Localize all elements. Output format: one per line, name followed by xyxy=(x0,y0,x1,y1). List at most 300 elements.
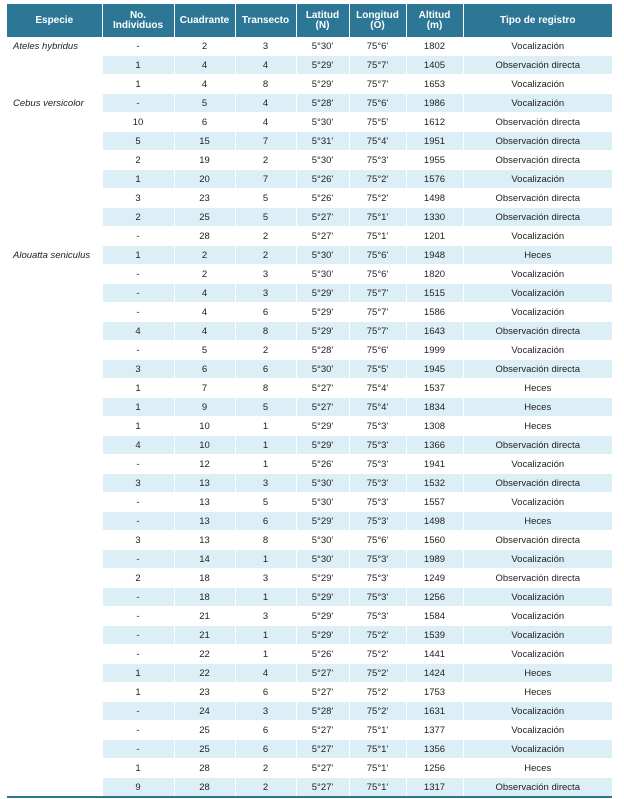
cell-longitud: 75°3' xyxy=(349,569,406,588)
cell-cuadrante: 4 xyxy=(174,75,235,94)
cell-especie xyxy=(7,303,102,322)
cell-transecto: 5 xyxy=(235,189,296,208)
cell-latitud: 5°28' xyxy=(296,94,349,113)
table-row xyxy=(7,113,612,132)
cell-cuadrante: 22 xyxy=(174,645,235,664)
cell-altitud: 1441 xyxy=(406,645,463,664)
header-longitud: Longitud (O) xyxy=(349,4,406,37)
cell-transecto: 1 xyxy=(235,550,296,569)
cell-cuadrante: 10 xyxy=(174,417,235,436)
cell-altitud: 1356 xyxy=(406,740,463,759)
cell-longitud: 75°2' xyxy=(349,702,406,721)
cell-especie xyxy=(7,607,102,626)
cell-latitud: 5°29' xyxy=(296,56,349,75)
cell-especie xyxy=(7,721,102,740)
cell-especie xyxy=(7,360,102,379)
cell-individuos: - xyxy=(102,607,174,626)
cell-cuadrante: 9 xyxy=(174,398,235,417)
cell-altitud: 1941 xyxy=(406,455,463,474)
cell-individuos: 9 xyxy=(102,778,174,798)
cell-latitud: 5°30' xyxy=(296,265,349,284)
cell-tipo-registro: Observación directa xyxy=(463,132,612,151)
cell-especie xyxy=(7,417,102,436)
cell-especie xyxy=(7,56,102,75)
cell-transecto: 2 xyxy=(235,341,296,360)
cell-especie xyxy=(7,151,102,170)
primate-records-table xyxy=(7,4,612,798)
cell-longitud: 75°6' xyxy=(349,265,406,284)
cell-individuos: 10 xyxy=(102,113,174,132)
table-row xyxy=(7,607,612,626)
cell-individuos: - xyxy=(102,265,174,284)
cell-especie xyxy=(7,284,102,303)
table-row xyxy=(7,189,612,208)
cell-transecto: 7 xyxy=(235,170,296,189)
cell-altitud: 1753 xyxy=(406,683,463,702)
cell-cuadrante: 4 xyxy=(174,56,235,75)
cell-longitud: 75°2' xyxy=(349,645,406,664)
cell-altitud: 1377 xyxy=(406,721,463,740)
cell-altitud: 1820 xyxy=(406,265,463,284)
cell-individuos: 4 xyxy=(102,322,174,341)
table-row xyxy=(7,664,612,683)
cell-cuadrante: 5 xyxy=(174,341,235,360)
cell-transecto: 5 xyxy=(235,493,296,512)
cell-individuos: - xyxy=(102,455,174,474)
cell-especie xyxy=(7,626,102,645)
cell-longitud: 75°5' xyxy=(349,113,406,132)
cell-individuos: - xyxy=(102,341,174,360)
cell-longitud: 75°6' xyxy=(349,531,406,550)
cell-longitud: 75°6' xyxy=(349,37,406,56)
header-especie: Especie xyxy=(7,4,102,37)
cell-latitud: 5°29' xyxy=(296,512,349,531)
cell-cuadrante: 5 xyxy=(174,94,235,113)
cell-latitud: 5°29' xyxy=(296,569,349,588)
cell-transecto: 3 xyxy=(235,284,296,303)
cell-individuos: 1 xyxy=(102,246,174,265)
cell-transecto: 3 xyxy=(235,607,296,626)
table-row xyxy=(7,759,612,778)
cell-individuos: 3 xyxy=(102,474,174,493)
cell-cuadrante: 4 xyxy=(174,284,235,303)
cell-longitud: 75°7' xyxy=(349,75,406,94)
table-row xyxy=(7,645,612,664)
cell-transecto: 4 xyxy=(235,94,296,113)
table-row xyxy=(7,132,612,151)
cell-latitud: 5°29' xyxy=(296,303,349,322)
cell-altitud: 1256 xyxy=(406,588,463,607)
cell-especie xyxy=(7,778,102,798)
cell-cuadrante: 15 xyxy=(174,132,235,151)
cell-tipo-registro: Observación directa xyxy=(463,189,612,208)
cell-especie xyxy=(7,588,102,607)
table-body xyxy=(7,37,612,797)
table-row xyxy=(7,170,612,189)
cell-cuadrante: 20 xyxy=(174,170,235,189)
cell-especie: Cebus versicolor xyxy=(7,94,102,113)
table-row xyxy=(7,303,612,322)
cell-longitud: 75°4' xyxy=(349,398,406,417)
cell-especie xyxy=(7,569,102,588)
cell-longitud: 75°7' xyxy=(349,322,406,341)
cell-tipo-registro: Vocalización xyxy=(463,550,612,569)
cell-longitud: 75°4' xyxy=(349,132,406,151)
cell-tipo-registro: Heces xyxy=(463,246,612,265)
cell-cuadrante: 14 xyxy=(174,550,235,569)
cell-tipo-registro: Heces xyxy=(463,379,612,398)
cell-individuos: 1 xyxy=(102,170,174,189)
cell-longitud: 75°1' xyxy=(349,227,406,246)
cell-transecto: 6 xyxy=(235,721,296,740)
cell-cuadrante: 28 xyxy=(174,759,235,778)
cell-altitud: 1256 xyxy=(406,759,463,778)
cell-longitud: 75°3' xyxy=(349,588,406,607)
cell-tipo-registro: Vocalización xyxy=(463,455,612,474)
cell-individuos: - xyxy=(102,493,174,512)
cell-latitud: 5°27' xyxy=(296,778,349,798)
cell-longitud: 75°3' xyxy=(349,493,406,512)
cell-especie xyxy=(7,208,102,227)
cell-individuos: - xyxy=(102,550,174,569)
cell-longitud: 75°7' xyxy=(349,303,406,322)
cell-tipo-registro: Observación directa xyxy=(463,151,612,170)
cell-transecto: 3 xyxy=(235,37,296,56)
table-row xyxy=(7,531,612,550)
table-row xyxy=(7,436,612,455)
cell-tipo-registro: Vocalización xyxy=(463,702,612,721)
cell-latitud: 5°27' xyxy=(296,759,349,778)
cell-altitud: 1802 xyxy=(406,37,463,56)
cell-tipo-registro: Observación directa xyxy=(463,56,612,75)
cell-transecto: 5 xyxy=(235,208,296,227)
cell-latitud: 5°26' xyxy=(296,189,349,208)
table-row xyxy=(7,474,612,493)
cell-cuadrante: 13 xyxy=(174,474,235,493)
table-row xyxy=(7,721,612,740)
cell-especie xyxy=(7,645,102,664)
cell-individuos: - xyxy=(102,227,174,246)
header-cuadrante: Cuadrante xyxy=(174,4,235,37)
cell-cuadrante: 18 xyxy=(174,588,235,607)
table-row xyxy=(7,246,612,265)
cell-tipo-registro: Heces xyxy=(463,759,612,778)
cell-altitud: 1586 xyxy=(406,303,463,322)
cell-tipo-registro: Observación directa xyxy=(463,569,612,588)
cell-individuos: 2 xyxy=(102,569,174,588)
cell-especie xyxy=(7,702,102,721)
cell-altitud: 1532 xyxy=(406,474,463,493)
cell-individuos: - xyxy=(102,721,174,740)
table-row xyxy=(7,398,612,417)
table-row xyxy=(7,75,612,94)
header-no-individuos: No. Individuos xyxy=(102,4,174,37)
cell-transecto: 2 xyxy=(235,227,296,246)
cell-transecto: 8 xyxy=(235,531,296,550)
cell-tipo-registro: Observación directa xyxy=(463,531,612,550)
cell-individuos: 3 xyxy=(102,189,174,208)
cell-especie xyxy=(7,170,102,189)
cell-especie xyxy=(7,550,102,569)
cell-cuadrante: 21 xyxy=(174,626,235,645)
table-row xyxy=(7,37,612,56)
cell-especie xyxy=(7,455,102,474)
cell-latitud: 5°29' xyxy=(296,75,349,94)
cell-latitud: 5°27' xyxy=(296,227,349,246)
cell-individuos: 3 xyxy=(102,360,174,379)
cell-cuadrante: 13 xyxy=(174,512,235,531)
cell-cuadrante: 28 xyxy=(174,778,235,798)
cell-altitud: 1576 xyxy=(406,170,463,189)
table-row xyxy=(7,265,612,284)
cell-transecto: 1 xyxy=(235,436,296,455)
table-row xyxy=(7,151,612,170)
cell-latitud: 5°30' xyxy=(296,246,349,265)
cell-altitud: 1945 xyxy=(406,360,463,379)
cell-especie xyxy=(7,759,102,778)
cell-tipo-registro: Vocalización xyxy=(463,94,612,113)
cell-tipo-registro: Vocalización xyxy=(463,626,612,645)
cell-longitud: 75°3' xyxy=(349,436,406,455)
cell-latitud: 5°30' xyxy=(296,113,349,132)
cell-transecto: 6 xyxy=(235,512,296,531)
cell-latitud: 5°29' xyxy=(296,284,349,303)
cell-altitud: 1539 xyxy=(406,626,463,645)
cell-tipo-registro: Observación directa xyxy=(463,322,612,341)
cell-longitud: 75°1' xyxy=(349,721,406,740)
cell-especie xyxy=(7,322,102,341)
table-row xyxy=(7,588,612,607)
table-row xyxy=(7,512,612,531)
cell-longitud: 75°2' xyxy=(349,683,406,702)
cell-latitud: 5°30' xyxy=(296,474,349,493)
cell-latitud: 5°27' xyxy=(296,683,349,702)
cell-especie xyxy=(7,512,102,531)
cell-cuadrante: 4 xyxy=(174,322,235,341)
cell-latitud: 5°28' xyxy=(296,341,349,360)
cell-longitud: 75°7' xyxy=(349,56,406,75)
cell-latitud: 5°30' xyxy=(296,493,349,512)
cell-tipo-registro: Vocalización xyxy=(463,303,612,322)
cell-altitud: 1424 xyxy=(406,664,463,683)
cell-especie xyxy=(7,740,102,759)
cell-longitud: 75°1' xyxy=(349,778,406,798)
cell-latitud: 5°29' xyxy=(296,417,349,436)
cell-cuadrante: 13 xyxy=(174,493,235,512)
cell-cuadrante: 6 xyxy=(174,360,235,379)
cell-tipo-registro: Observación directa xyxy=(463,474,612,493)
cell-tipo-registro: Vocalización xyxy=(463,588,612,607)
cell-tipo-registro: Vocalización xyxy=(463,75,612,94)
cell-cuadrante: 6 xyxy=(174,113,235,132)
cell-latitud: 5°27' xyxy=(296,398,349,417)
cell-longitud: 75°4' xyxy=(349,379,406,398)
cell-latitud: 5°30' xyxy=(296,360,349,379)
cell-transecto: 8 xyxy=(235,379,296,398)
cell-tipo-registro: Heces xyxy=(463,683,612,702)
cell-longitud: 75°2' xyxy=(349,664,406,683)
cell-individuos: 3 xyxy=(102,531,174,550)
cell-latitud: 5°29' xyxy=(296,436,349,455)
cell-longitud: 75°2' xyxy=(349,626,406,645)
cell-especie xyxy=(7,398,102,417)
cell-especie xyxy=(7,531,102,550)
cell-tipo-registro: Vocalización xyxy=(463,265,612,284)
cell-tipo-registro: Observación directa xyxy=(463,208,612,227)
cell-cuadrante: 2 xyxy=(174,246,235,265)
cell-tipo-registro: Observación directa xyxy=(463,436,612,455)
table-row xyxy=(7,493,612,512)
header-latitud: Latitud (N) xyxy=(296,4,349,37)
table-row xyxy=(7,56,612,75)
cell-cuadrante: 25 xyxy=(174,740,235,759)
cell-latitud: 5°28' xyxy=(296,702,349,721)
cell-cuadrante: 25 xyxy=(174,721,235,740)
cell-longitud: 75°3' xyxy=(349,455,406,474)
cell-latitud: 5°26' xyxy=(296,645,349,664)
cell-longitud: 75°3' xyxy=(349,151,406,170)
table-row xyxy=(7,569,612,588)
header-transecto: Transecto xyxy=(235,4,296,37)
header-altitud: Altitud (m) xyxy=(406,4,463,37)
table-row xyxy=(7,94,612,113)
cell-tipo-registro: Observación directa xyxy=(463,360,612,379)
table-row xyxy=(7,740,612,759)
cell-individuos: - xyxy=(102,284,174,303)
cell-transecto: 2 xyxy=(235,759,296,778)
cell-altitud: 1653 xyxy=(406,75,463,94)
cell-cuadrante: 21 xyxy=(174,607,235,626)
cell-individuos: - xyxy=(102,303,174,322)
cell-especie xyxy=(7,664,102,683)
cell-transecto: 2 xyxy=(235,151,296,170)
cell-transecto: 1 xyxy=(235,626,296,645)
cell-especie xyxy=(7,436,102,455)
cell-longitud: 75°3' xyxy=(349,474,406,493)
cell-individuos: - xyxy=(102,740,174,759)
cell-cuadrante: 25 xyxy=(174,208,235,227)
cell-longitud: 75°5' xyxy=(349,360,406,379)
table-row xyxy=(7,550,612,569)
cell-cuadrante: 22 xyxy=(174,664,235,683)
cell-cuadrante: 23 xyxy=(174,189,235,208)
cell-cuadrante: 18 xyxy=(174,569,235,588)
cell-cuadrante: 24 xyxy=(174,702,235,721)
header-row xyxy=(7,4,612,37)
table-row xyxy=(7,341,612,360)
cell-longitud: 75°2' xyxy=(349,170,406,189)
cell-tipo-registro: Vocalización xyxy=(463,37,612,56)
cell-latitud: 5°31' xyxy=(296,132,349,151)
cell-tipo-registro: Vocalización xyxy=(463,721,612,740)
cell-longitud: 75°6' xyxy=(349,341,406,360)
table-row xyxy=(7,360,612,379)
cell-tipo-registro: Observación directa xyxy=(463,113,612,132)
cell-transecto: 3 xyxy=(235,474,296,493)
cell-longitud: 75°2' xyxy=(349,189,406,208)
cell-tipo-registro: Vocalización xyxy=(463,170,612,189)
cell-longitud: 75°3' xyxy=(349,512,406,531)
cell-individuos: 1 xyxy=(102,683,174,702)
cell-altitud: 1986 xyxy=(406,94,463,113)
table-row xyxy=(7,683,612,702)
header-tipo-de-registro: Tipo de registro xyxy=(463,4,612,37)
cell-transecto: 1 xyxy=(235,588,296,607)
cell-transecto: 3 xyxy=(235,702,296,721)
cell-transecto: 7 xyxy=(235,132,296,151)
cell-individuos: 2 xyxy=(102,208,174,227)
table-row xyxy=(7,778,612,798)
cell-latitud: 5°30' xyxy=(296,151,349,170)
cell-especie xyxy=(7,493,102,512)
table-row xyxy=(7,208,612,227)
cell-cuadrante: 7 xyxy=(174,379,235,398)
cell-transecto: 8 xyxy=(235,75,296,94)
cell-altitud: 1612 xyxy=(406,113,463,132)
cell-latitud: 5°29' xyxy=(296,322,349,341)
cell-tipo-registro: Vocalización xyxy=(463,645,612,664)
cell-cuadrante: 28 xyxy=(174,227,235,246)
cell-longitud: 75°1' xyxy=(349,208,406,227)
cell-transecto: 3 xyxy=(235,265,296,284)
cell-latitud: 5°27' xyxy=(296,664,349,683)
cell-altitud: 1560 xyxy=(406,531,463,550)
table-row xyxy=(7,626,612,645)
cell-cuadrante: 10 xyxy=(174,436,235,455)
cell-altitud: 1249 xyxy=(406,569,463,588)
cell-tipo-registro: Vocalización xyxy=(463,227,612,246)
cell-especie xyxy=(7,379,102,398)
cell-especie xyxy=(7,474,102,493)
cell-especie xyxy=(7,189,102,208)
cell-altitud: 1989 xyxy=(406,550,463,569)
cell-transecto: 6 xyxy=(235,303,296,322)
table-row xyxy=(7,379,612,398)
cell-altitud: 1537 xyxy=(406,379,463,398)
cell-latitud: 5°26' xyxy=(296,455,349,474)
cell-latitud: 5°30' xyxy=(296,550,349,569)
table-row xyxy=(7,702,612,721)
cell-latitud: 5°27' xyxy=(296,208,349,227)
cell-tipo-registro: Vocalización xyxy=(463,740,612,759)
cell-latitud: 5°29' xyxy=(296,607,349,626)
cell-altitud: 1955 xyxy=(406,151,463,170)
cell-transecto: 8 xyxy=(235,322,296,341)
cell-altitud: 1201 xyxy=(406,227,463,246)
cell-individuos: 2 xyxy=(102,151,174,170)
cell-tipo-registro: Heces xyxy=(463,512,612,531)
cell-latitud: 5°30' xyxy=(296,531,349,550)
cell-especie xyxy=(7,132,102,151)
table-row xyxy=(7,455,612,474)
cell-tipo-registro: Vocalización xyxy=(463,284,612,303)
cell-tipo-registro: Vocalización xyxy=(463,607,612,626)
cell-transecto: 1 xyxy=(235,417,296,436)
cell-individuos: - xyxy=(102,588,174,607)
cell-tipo-registro: Observación directa xyxy=(463,778,612,798)
cell-especie xyxy=(7,683,102,702)
cell-transecto: 4 xyxy=(235,56,296,75)
cell-latitud: 5°27' xyxy=(296,721,349,740)
cell-altitud: 1584 xyxy=(406,607,463,626)
cell-tipo-registro: Heces xyxy=(463,664,612,683)
cell-individuos: 1 xyxy=(102,379,174,398)
cell-tipo-registro: Vocalización xyxy=(463,341,612,360)
cell-transecto: 5 xyxy=(235,398,296,417)
cell-latitud: 5°27' xyxy=(296,740,349,759)
cell-longitud: 75°1' xyxy=(349,740,406,759)
cell-altitud: 1631 xyxy=(406,702,463,721)
